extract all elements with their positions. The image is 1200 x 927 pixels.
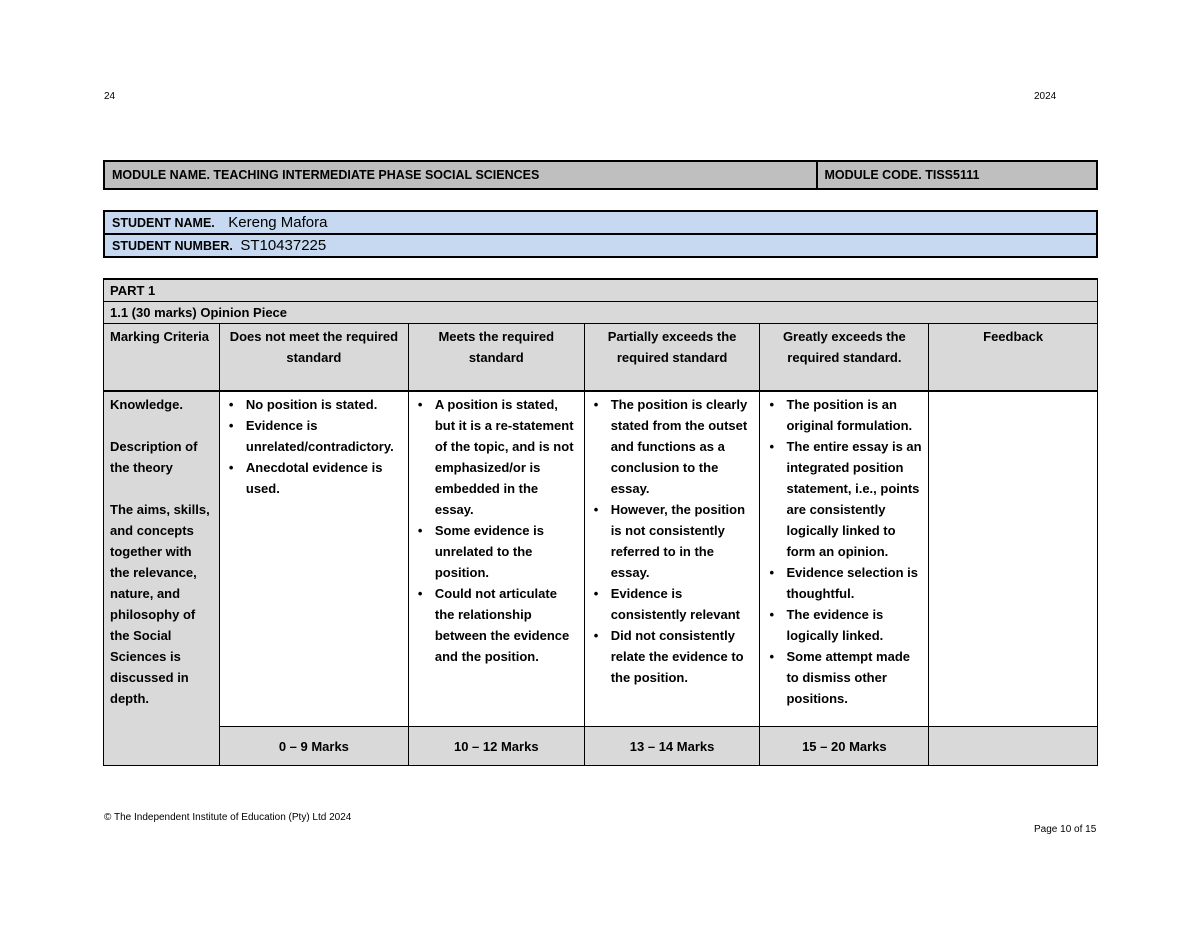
feedback-cell[interactable]: [929, 391, 1098, 727]
marks-meets: 10 – 12 Marks: [408, 727, 584, 766]
footer-copyright: © The Independent Institute of Education (Pty) Ltd 2024: [104, 812, 352, 823]
marks-greatly-exceeds: 15 – 20 Marks: [760, 727, 929, 766]
column-header-feedback: Feedback: [929, 324, 1098, 392]
rubric-table: [103, 278, 1098, 766]
column-header-greatly-exceeds: Greatly exceeds the required standard.: [760, 324, 929, 392]
list-item: • The position is an original formulation.: [786, 394, 922, 436]
marks-partially-exceeds: 13 – 14 Marks: [584, 727, 760, 766]
list-item: • However, the position is not consistently referred to in the essay.: [611, 499, 754, 583]
list-item: • Anecdotal evidence is used.: [246, 457, 402, 499]
student-number-cell[interactable]: [104, 234, 1097, 257]
student-name-cell[interactable]: [104, 211, 1097, 234]
module-name: MODULE NAME. TEACHING INTERMEDIATE PHASE SOCIAL SCIENCES: [104, 161, 817, 189]
column-header-partially-exceeds: Partially exceeds the required standard: [584, 324, 760, 392]
page-number: Page 10 of 15: [1034, 824, 1097, 835]
list-item: • No position is stated.: [246, 394, 402, 415]
list-item: • A position is stated, but it is a re-statement of the topic, and is not emphasized/or is embedded in the essay.: [435, 394, 578, 520]
marks-feedback[interactable]: [929, 727, 1098, 766]
criteria-description: Description of the theory: [110, 439, 198, 475]
column-header-not-meet: Does not meet the required standard: [219, 324, 408, 392]
student-table: [103, 210, 1098, 258]
header-left-text: 24: [104, 91, 116, 102]
student-name-label: STUDENT NAME.: [112, 216, 215, 230]
header-right-text: 2024: [1034, 91, 1057, 102]
level-partially-exceeds-cell: [584, 391, 760, 727]
list-item: • The entire essay is an integrated position statement, i.e., points are consistently logically linked to form an opinion.: [786, 436, 922, 562]
level-not-meet-cell: [219, 391, 408, 727]
criteria-aims: The aims, skills, and concepts together with the relevance, nature, and philosophy of the Social Sciences is discussed in depth.: [110, 502, 210, 706]
list-item: • Could not articulate the relationship between the evidence and the position.: [435, 583, 578, 667]
list-item: • Evidence is unrelated/contradictory.: [246, 415, 402, 457]
level-meets-cell: [408, 391, 584, 727]
list-item: • Did not consistently relate the evidence to the position.: [611, 625, 754, 688]
list-item: • Some evidence is unrelated to the position.: [435, 520, 578, 583]
criteria-cell: [104, 391, 220, 766]
part-heading: PART 1: [104, 279, 1098, 302]
student-name-value: Kereng Mafora: [228, 214, 328, 231]
list-item: • Some attempt made to dismiss other positions.: [786, 646, 922, 709]
list-item: • Evidence selection is thoughtful.: [786, 562, 922, 604]
column-header-criteria: Marking Criteria: [104, 324, 220, 392]
module-code: MODULE CODE. TISS5111: [817, 161, 1097, 189]
level-greatly-exceeds-cell: [760, 391, 929, 727]
list-item: • Evidence is consistently relevant: [611, 583, 754, 625]
criteria-knowledge: Knowledge.: [110, 397, 183, 412]
column-header-meets: Meets the required standard: [408, 324, 584, 392]
student-number-label: STUDENT NUMBER.: [112, 239, 233, 253]
list-item: • The position is clearly stated from the outset and functions as a conclusion to the essay.: [611, 394, 754, 499]
list-item: • The evidence is logically linked.: [786, 604, 922, 646]
question-heading: 1.1 (30 marks) Opinion Piece: [104, 302, 1098, 324]
marks-not-meet: 0 – 9 Marks: [219, 727, 408, 766]
student-number-value: ST10437225: [240, 237, 327, 254]
module-table: [103, 160, 1098, 190]
